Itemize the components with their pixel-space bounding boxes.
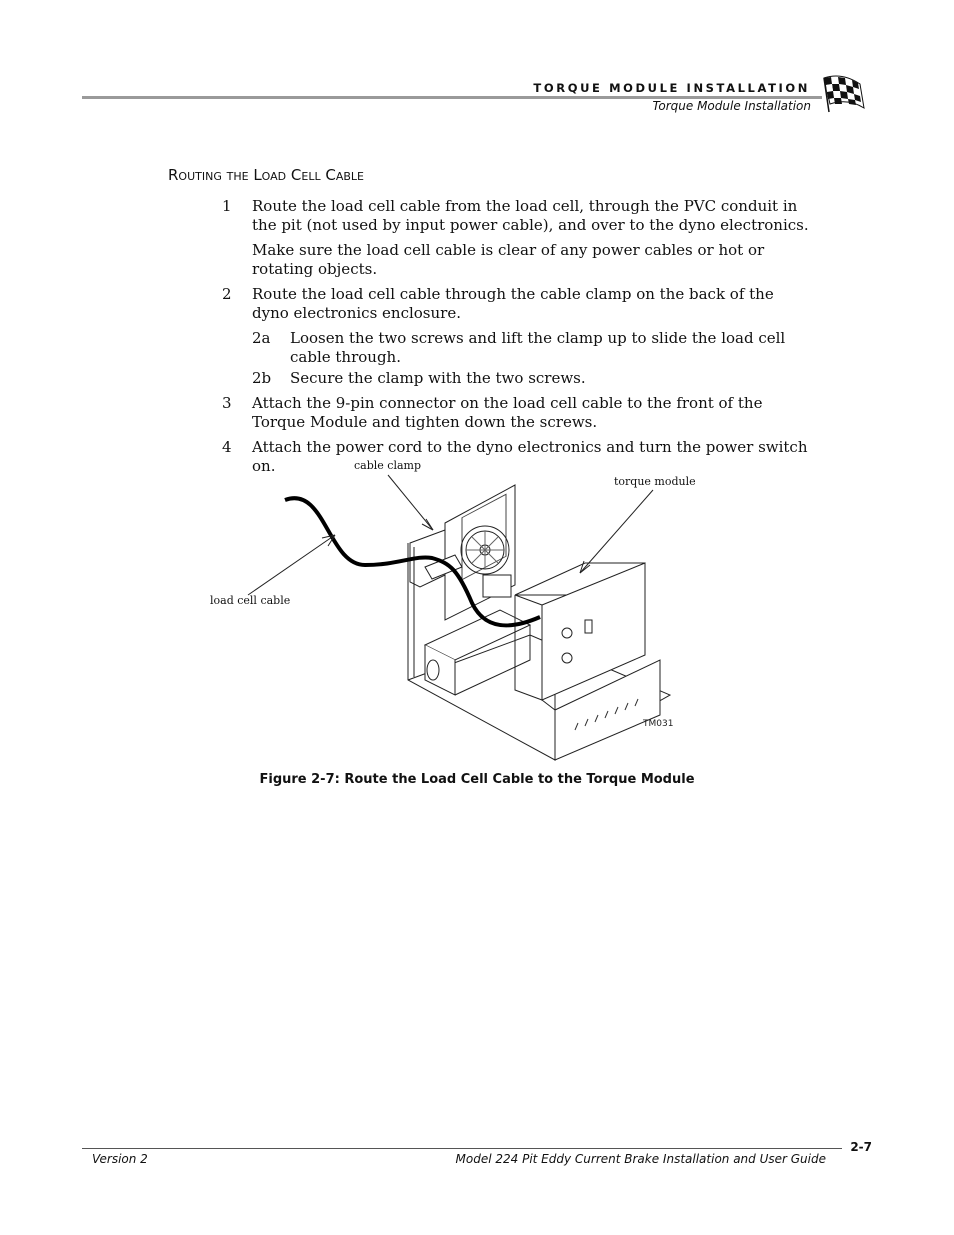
procedure-steps bbox=[222, 197, 812, 482]
page-number: 2-7 bbox=[850, 1140, 872, 1154]
enclosure-illustration bbox=[200, 455, 720, 775]
step-text: Attach the 9-pin connector on the load cell cable to the front of the Torque Module and tighten down the screws. bbox=[252, 394, 763, 431]
figure-caption: Figure 2-7: Route the Load Cell Cable to the Torque Module bbox=[259, 772, 695, 787]
step-note: Make sure the load cell cable is clear of any power cables or hot or rotating objects. bbox=[252, 241, 765, 278]
step-text: Route the load cell cable through the cable clamp on the back of the dyno electronics enclosure. bbox=[252, 285, 774, 322]
step-number: 1 bbox=[222, 197, 232, 215]
footer-rule bbox=[82, 1148, 842, 1149]
figure-2-7 bbox=[200, 455, 720, 775]
label-torque-module: torque module bbox=[614, 475, 696, 488]
step-number: 3 bbox=[222, 394, 232, 412]
step-3 bbox=[222, 394, 812, 432]
running-header-title: TORQUE MODULE INSTALLATION bbox=[533, 81, 810, 95]
figure-code: TM031 bbox=[643, 719, 674, 729]
step-text: Route the load cell cable from the load cell, through the PVC conduit in the pit (not used by input power cable), and over to the dyno electronics. bbox=[252, 197, 809, 234]
step-2 bbox=[222, 285, 812, 388]
checkered-flag-icon bbox=[820, 74, 866, 114]
substep-text: Secure the clamp with the two screws. bbox=[290, 369, 586, 387]
step-number: 2 bbox=[222, 285, 232, 303]
substep-text: Loosen the two screws and lift the clamp up to slide the load cell cable through. bbox=[290, 329, 786, 366]
section-heading: Routing the Load Cell Cable bbox=[168, 166, 364, 184]
substep-number: 2b bbox=[252, 369, 272, 387]
label-load-cell-cable: load cell cable bbox=[210, 594, 291, 607]
footer-version: Version 2 bbox=[92, 1152, 148, 1166]
substep-2b bbox=[252, 369, 812, 388]
label-cable-clamp: cable clamp bbox=[354, 459, 421, 472]
substep-2a bbox=[252, 329, 812, 367]
substep-number: 2a bbox=[252, 329, 271, 347]
running-header-subtitle: Torque Module Installation bbox=[652, 99, 811, 113]
footer-guide-title: Model 224 Pit Eddy Current Brake Installation and User Guide bbox=[455, 1152, 826, 1166]
step-text: Attach the power cord to the dyno electronics and turn the power switch on. bbox=[252, 438, 808, 475]
step-1 bbox=[222, 197, 812, 279]
step-number: 4 bbox=[222, 438, 232, 456]
